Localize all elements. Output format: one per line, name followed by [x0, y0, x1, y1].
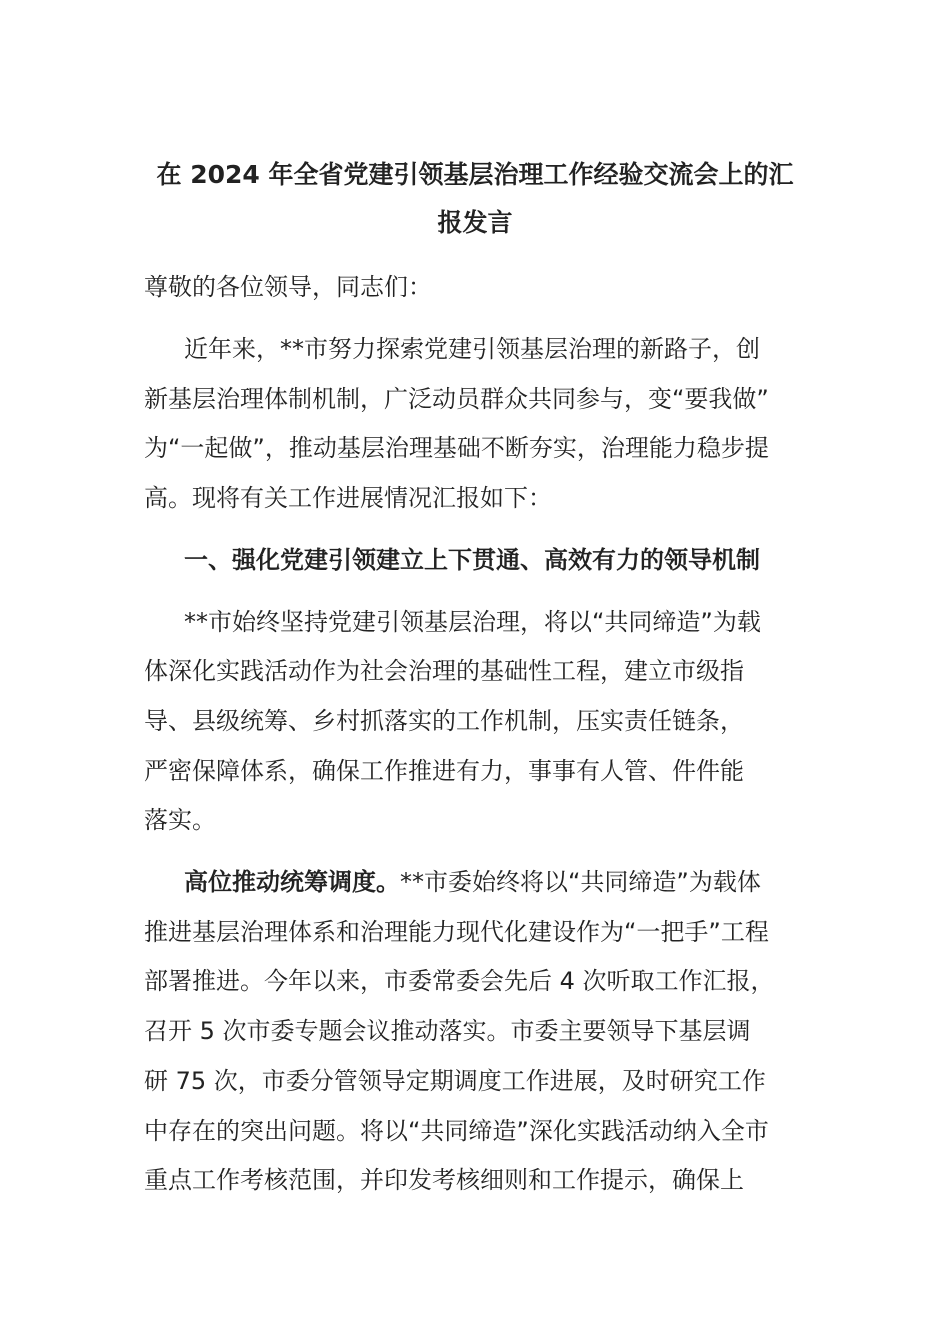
- subsection-1-first-rest: **市委始终将以“共同缔造”为载体: [400, 868, 761, 896]
- subsection-1-line: 重点工作考核范围，并印发考核细则和工作提示，确保上: [144, 1166, 744, 1194]
- subsection-1-line: 中存在的突出问题。将以“共同缔造”深化实践活动纳入全市: [144, 1117, 769, 1145]
- section-1-line: **市始终坚持党建引领基层治理，将以“共同缔造”为载: [184, 608, 761, 636]
- section-1-line: 体深化实践活动作为社会治理的基础性工程，建立市级指: [144, 657, 744, 685]
- intro-line: 为“一起做”，推动基层治理基础不断夯实，治理能力稳步提: [144, 434, 769, 462]
- intro-line: 高。现将有关工作进展情况汇报如下：: [144, 484, 552, 512]
- section-1-line: 导、县级统筹、乡村抓落实的工作机制，压实责任链条，: [144, 707, 744, 735]
- subsection-1-lead: 高位推动统筹调度。: [184, 868, 400, 896]
- subsection-1-line: 部署推进。今年以来，市委常委会先后 4 次听取工作汇报，: [144, 967, 775, 995]
- document-title-line-1: 在 2024 年全省党建引领基层治理工作经验交流会上的汇: [156, 160, 794, 189]
- document-title-line-2: 报发言: [437, 208, 513, 237]
- subsection-1-first-line: [184, 867, 761, 897]
- subsection-1-line: 推进基层治理体系和治理能力现代化建设作为“一把手”工程: [144, 918, 769, 946]
- section-1-line: 严密保障体系，确保工作推进有力，事事有人管、件件能: [144, 757, 744, 785]
- intro-line: 近年来，**市努力探索党建引领基层治理的新路子，创: [184, 335, 760, 363]
- section-1-heading: 一、强化党建引领建立上下贯通、高效有力的领导机制: [184, 546, 760, 574]
- intro-line: 新基层治理体制机制，广泛动员群众共同参与，变“要我做”: [144, 385, 769, 413]
- subsection-1-line: 召开 5 次市委专题会议推动落实。市委主要领导下基层调: [144, 1017, 751, 1045]
- section-1-line: 落实。: [144, 806, 216, 834]
- salutation: 尊敬的各位领导，同志们：: [144, 273, 432, 301]
- subsection-1-line: 研 75 次，市委分管领导定期调度工作进展，及时研究工作: [144, 1067, 766, 1095]
